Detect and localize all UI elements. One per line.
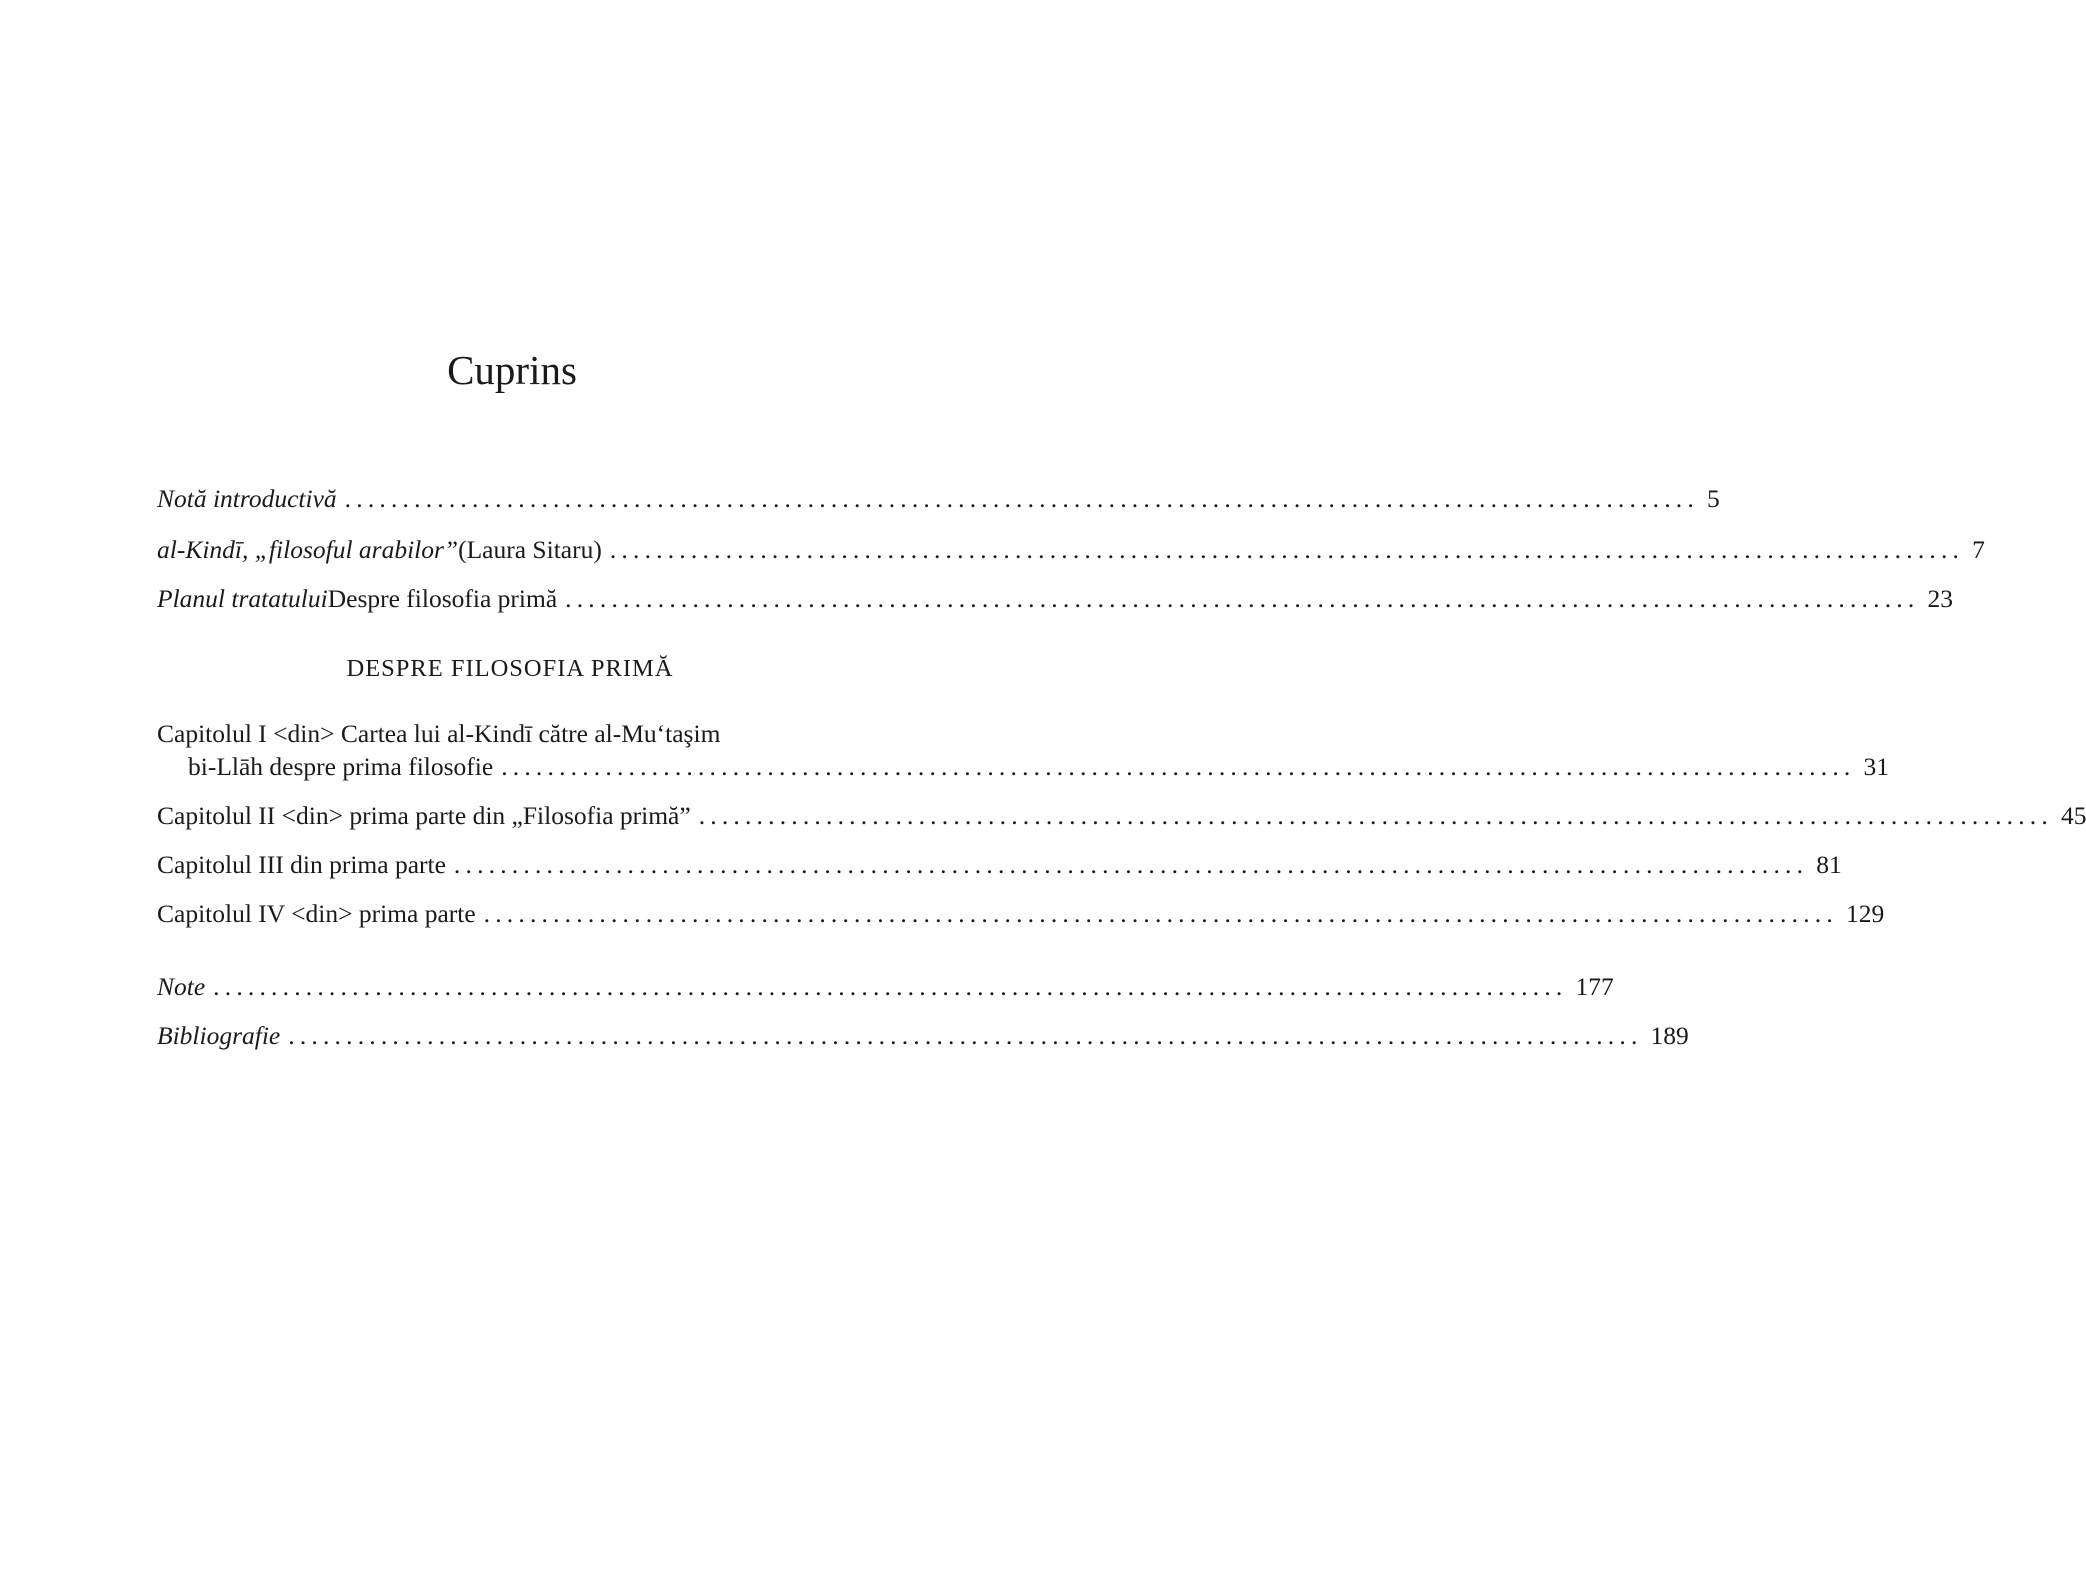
dot-leader: ..................................................................................................................... xyxy=(213,972,1568,1001)
toc-entry-capitolul-1-line1[interactable]: Capitolul I <din> Cartea lui al-Kindī către al-Mu‘taşim xyxy=(157,719,721,748)
page-title: Cuprins xyxy=(447,347,577,393)
toc-entry-label: Note xyxy=(157,972,206,1001)
toc-page-number: 177 xyxy=(1575,972,1614,1001)
dot-leader: ..................................................................................................................... xyxy=(609,535,1965,564)
toc-entry-label: al-Kindī, „filosoful arabilor” xyxy=(157,535,459,564)
toc-entry-label: Capitolul IV <din> prima parte xyxy=(157,899,476,928)
toc-entry-label: Capitolul III din prima parte xyxy=(157,850,446,879)
toc-entry-capitolul-2[interactable] xyxy=(157,799,2086,833)
toc-entry-label-plain: (Laura Sitaru) xyxy=(458,535,602,564)
toc-page-number: 5 xyxy=(1706,484,1720,513)
section-heading: DESPRE FILOSOFIA PRIMĂ xyxy=(346,655,674,682)
toc-entry-label: Planul tratatului xyxy=(157,584,328,613)
toc-entry-nota-introductiva[interactable] xyxy=(157,482,1720,516)
toc-page-number: 7 xyxy=(1972,535,1985,564)
dot-leader: ..................................................................................................................... xyxy=(483,899,1838,928)
toc-page-number: 45 xyxy=(2060,801,2086,830)
toc-entry-label-plain: Despre filosofia primă xyxy=(327,584,558,613)
toc-page-number: 31 xyxy=(1863,752,1889,781)
toc-entry-note[interactable] xyxy=(157,970,1614,1004)
dot-leader: ..................................................................................................................... xyxy=(501,752,1856,781)
toc-entry-capitolul-1[interactable] xyxy=(188,750,1889,784)
dot-leader: ..................................................................................................................... xyxy=(565,584,1920,613)
toc-entry-label: Bibliografie xyxy=(157,1021,281,1050)
toc-entry-capitolul-4[interactable] xyxy=(157,897,1885,931)
dot-leader: ..................................................................................................................... xyxy=(344,484,1699,513)
toc-page-number: 129 xyxy=(1845,899,1885,928)
toc-entry-al-kindi[interactable] xyxy=(157,533,1985,567)
table-of-contents xyxy=(157,482,2086,1062)
toc-entry-bibliografie[interactable] xyxy=(157,1019,1689,1053)
dot-leader: ..................................................................................................................... xyxy=(453,850,1809,879)
toc-page-number: 81 xyxy=(1816,850,1842,879)
toc-entry-planul-tratatului[interactable] xyxy=(157,582,1953,616)
toc-entry-capitolul-3[interactable] xyxy=(157,848,1842,882)
dot-leader: ..................................................................................................................... xyxy=(698,801,2053,830)
toc-entry-label: bi-Llāh despre prima filosofie xyxy=(188,752,494,781)
toc-page-number: 189 xyxy=(1650,1021,1689,1050)
toc-entry-label: Capitolul II <din> prima parte din „Filosofia primă” xyxy=(157,801,691,830)
toc-page-number: 23 xyxy=(1927,584,1953,613)
dot-leader: ..................................................................................................................... xyxy=(288,1021,1643,1050)
toc-entry-label: Notă introductivă xyxy=(157,484,337,513)
